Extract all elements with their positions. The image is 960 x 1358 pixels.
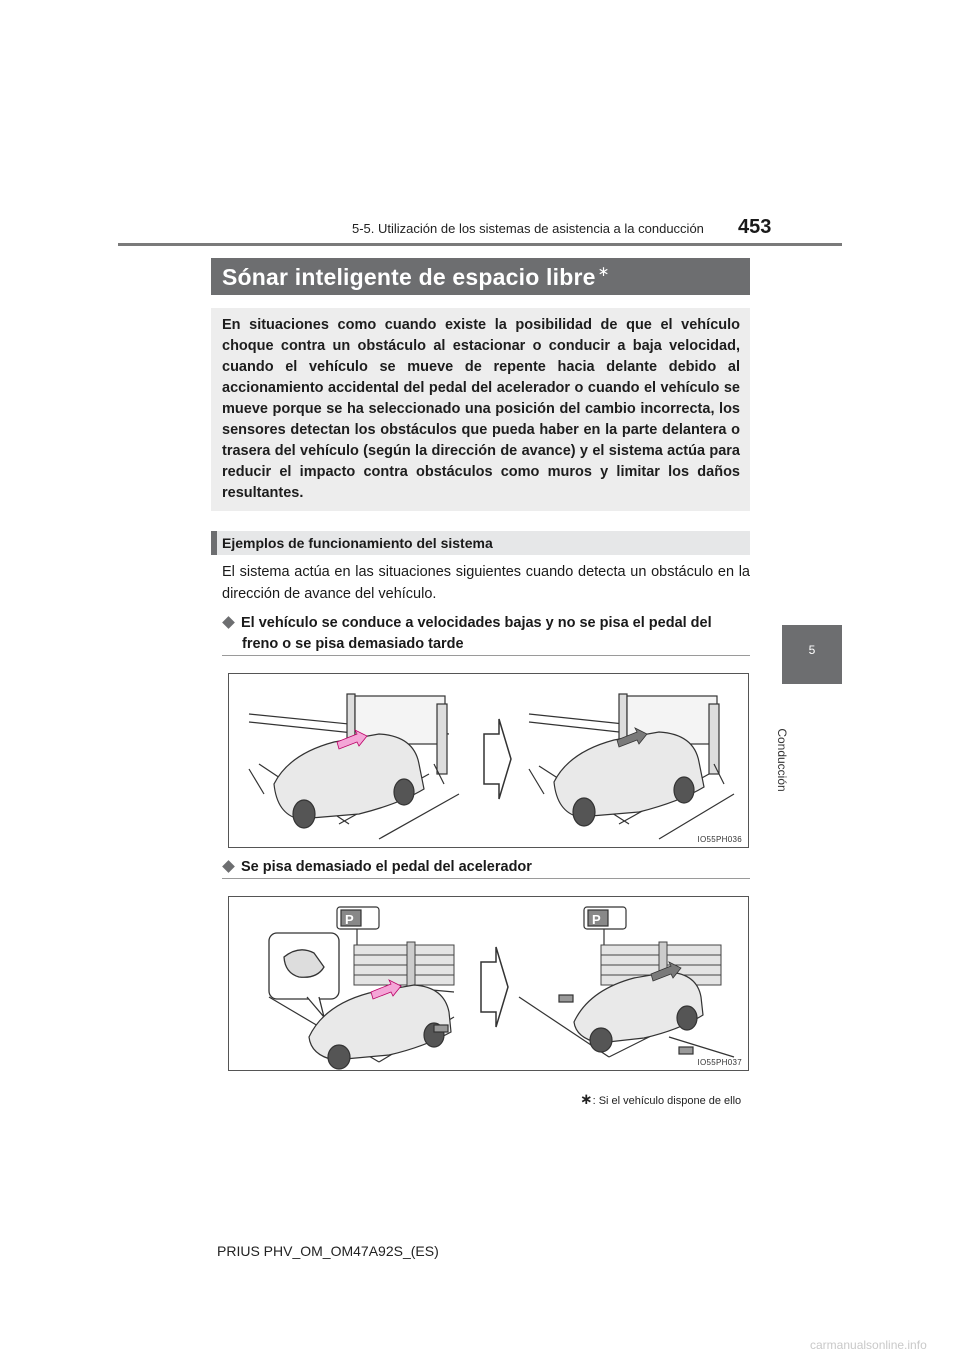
figure-2-illustration — [229, 897, 748, 1070]
sequence-arrow-icon — [481, 947, 508, 1027]
brick-wall-left — [354, 942, 454, 988]
example-1-heading — [222, 613, 750, 655]
subsection-body: El sistema actúa en las situaciones siguientes cuando detecta un obstáculo en la dirección de avance del vehículo. — [222, 564, 750, 602]
figure-1-code: IO55PH036 — [697, 835, 742, 844]
example-1-heading-text: El vehículo se conduce a velocidades bajas y no se pisa el pedal del freno o se pisa demasiado tarde — [241, 615, 712, 652]
watermark: carmanualsonline.info — [810, 1338, 927, 1352]
figure-2 — [228, 896, 749, 1071]
section-title-text: Sónar inteligente de espacio libre — [222, 264, 596, 290]
example-2-heading-text: Se pisa demasiado el pedal del acelerador — [241, 859, 532, 875]
foot-pedal-callout — [269, 933, 339, 1017]
document-code: PRIUS PHV_OM_OM47A92S_(ES) — [217, 1243, 439, 1259]
scene-1-after — [529, 694, 734, 839]
footnote — [580, 1090, 741, 1108]
chapter-tab-number: 5 — [808, 643, 816, 657]
figure-1-illustration — [229, 674, 748, 847]
figure-1 — [228, 673, 749, 848]
scene-1-before — [249, 694, 459, 839]
chapter-label: Conducción — [775, 728, 789, 792]
footnote-marker: ∗ — [580, 1091, 593, 1108]
section-title — [222, 263, 610, 291]
example-1-rule — [222, 655, 750, 656]
parking-sign-left-letter: P — [345, 912, 354, 927]
running-head: 5-5. Utilización de los sistemas de asistencia a la conducción — [352, 221, 704, 236]
diamond-bullet-icon — [222, 860, 235, 873]
header-rule — [118, 243, 842, 246]
intro-text: En situaciones como cuando existe la posibilidad de que el vehículo choque contra un obstáculo al estacionar o conducir a baja velocidad, cuando el vehículo se mueve de repente hacia delante debido al accionamiento accidental del pedal del acelerador o cuando el vehículo se mueve porque se ha seleccionado una posición del cambio incorrecta, los sensores detectan los obstáculos que pueda haber en la parte delantera o trasera del vehículo (según la dirección de avance) y el sistema actúa para reducir el impacto contra obstáculos como muros y limitar los daños resultantes. — [222, 317, 740, 501]
subsection-title: Ejemplos de funcionamiento del sistema — [222, 535, 493, 551]
section-title-marker: ∗ — [597, 263, 610, 279]
sequence-arrow-icon — [484, 719, 511, 799]
example-2-heading — [222, 857, 750, 878]
page-number: 453 — [738, 216, 772, 238]
figure-2-code: IO55PH037 — [697, 1058, 742, 1067]
parking-sign-right-letter: P — [592, 912, 601, 927]
example-2-rule — [222, 878, 750, 879]
diamond-bullet-icon — [222, 616, 235, 629]
footnote-text: : Si el vehículo dispone de ello — [592, 1095, 742, 1107]
